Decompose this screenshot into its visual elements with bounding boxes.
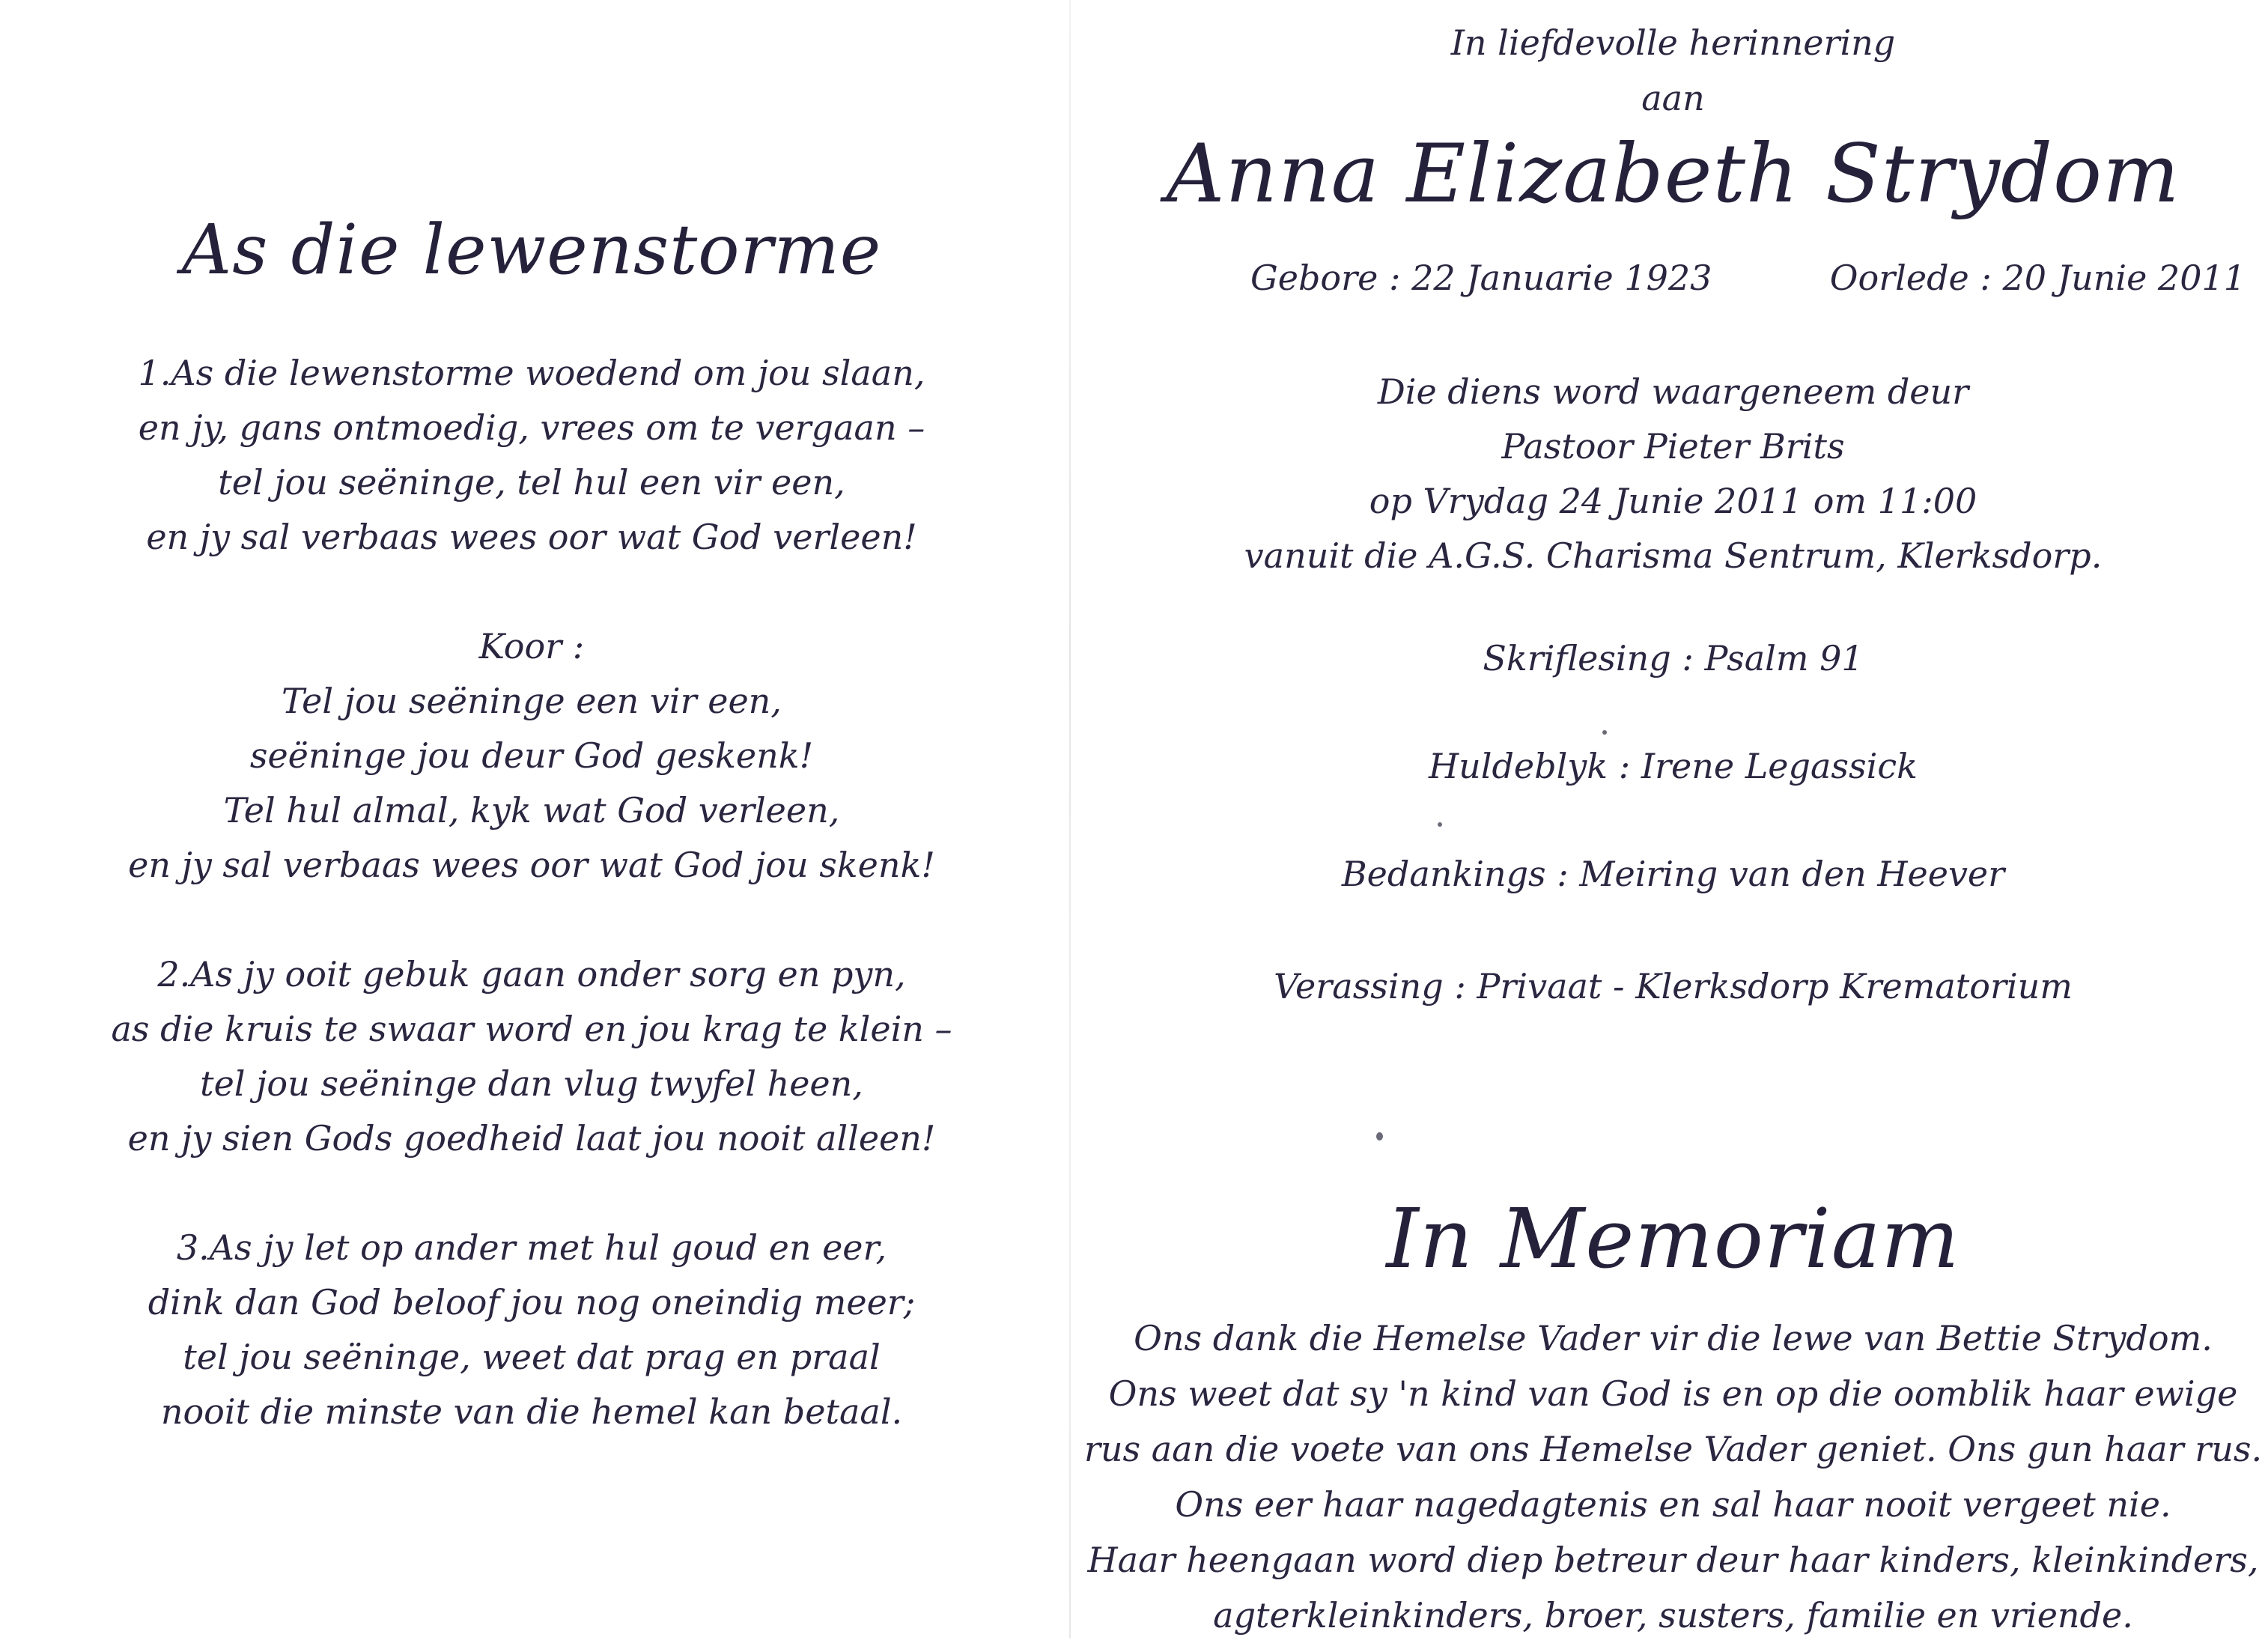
service-line: op Vrydag 24 Junie 2011 om 11:00: [1369, 481, 1977, 521]
deceased-name: Anna Elizabeth Strydom: [1166, 127, 2180, 221]
right-page: [1078, 0, 2268, 1639]
chorus-heading: Koor :: [478, 626, 585, 666]
hymn-title: As die lewenstorme: [181, 210, 882, 290]
left-page: [0, 0, 1063, 1639]
service-line: vanuit die A.G.S. Charisma Sentrum, Klerksdorp.: [1244, 535, 2103, 576]
memoriam-line: Ons dank die Hemelse Vader vir die lewe van Bettie Strydom.: [1134, 1318, 2213, 1358]
paper-speck: [1438, 822, 1442, 827]
memoriam-title: In Memoriam: [1386, 1191, 1960, 1287]
stanza-line: tel jou seëninge dan vlug twyfel heen,: [200, 1063, 863, 1104]
stanza-line: tel jou seëninge, tel hul een vir een,: [218, 462, 845, 502]
stanza-line: dink dan God beloof jou nog oneindig meer;: [148, 1282, 916, 1322]
stanza-line: tel jou seëninge, weet dat prag en praal: [183, 1337, 881, 1377]
memoriam-line: Ons eer haar nagedagtenis en sal haar nooit vergeet nie.: [1175, 1484, 2171, 1525]
dedication-line: In liefdevolle herinnering: [1450, 22, 1896, 63]
scripture-reading: Skriflesing : Psalm 91: [1483, 638, 1864, 678]
stanza-line: Tel hul almal, kyk wat God verleen,: [223, 790, 840, 830]
thanks: Bedankings : Meiring van den Heever: [1341, 854, 2005, 894]
cremation: Verassing : Privaat - Klerksdorp Krematorium: [1274, 966, 2073, 1006]
death-date: Oorlede : 20 Junie 2011: [1829, 258, 2246, 298]
hymn-text: [0, 346, 1063, 1494]
memoriam-text: [1078, 1311, 2268, 1643]
dedication-intro: [1078, 15, 2268, 126]
memoriam-line: Ons weet dat sy 'n kind van God is en op die oomblik haar ewige: [1108, 1373, 2238, 1414]
stanza-line: Tel jou seëninge een vir een,: [282, 681, 782, 721]
service-line: Pastoor Pieter Brits: [1501, 426, 1845, 467]
chorus: [0, 619, 1063, 893]
stanza-line: 2.As jy ooit gebuk gaan onder sorg en pyn,: [157, 954, 906, 994]
memoriam-line: agterkleinkinders, broer, susters, familie en vriende.: [1213, 1595, 2133, 1636]
stanza-line: 1.As die lewenstorme woedend om jou slaan,: [138, 353, 925, 393]
tribute: Huldeblyk : Irene Legassick: [1429, 746, 1918, 786]
stanza-line: en jy sal verbaas wees oor wat God verleen!: [146, 517, 917, 557]
service-line: Die diens word waargeneem deur: [1377, 371, 1969, 412]
stanza-3: [0, 1221, 1063, 1439]
stanza-line: seëninge jou deur God geskenk!: [249, 735, 814, 776]
stanza-line: as die kruis te swaar word en jou krag te klein –: [111, 1009, 952, 1049]
stanza-line: en jy sal verbaas wees oor wat God jou skenk!: [128, 845, 935, 885]
stanza-line: nooit die minste van die hemel kan betaal.: [160, 1391, 903, 1432]
stanza-2: [0, 947, 1063, 1166]
stanza-line: 3.As jy let op ander met hul goud en eer,: [176, 1227, 887, 1268]
dedication-line: aan: [1641, 78, 1705, 118]
memoriam-line: Haar heengaan word diep betreur deur haar kinders, kleinkinders,: [1087, 1540, 2259, 1580]
service-details: [1078, 365, 2268, 583]
stanza-line: en jy, gans ontmoedig, vrees om te vergaan –: [138, 407, 925, 448]
paper-speck: [1376, 1132, 1383, 1141]
stanza-line: en jy sien Gods goedheid laat jou nooit alleen!: [127, 1118, 936, 1158]
stanza-1: [0, 346, 1063, 565]
page-fold-divider: [1069, 0, 1071, 1639]
birth-date: Gebore : 22 Januarie 1923: [1250, 258, 1712, 298]
memoriam-line: rus aan die voete van ons Hemelse Vader geniet. Ons gun haar rus.: [1083, 1429, 2263, 1469]
paper-speck: [1602, 730, 1607, 735]
